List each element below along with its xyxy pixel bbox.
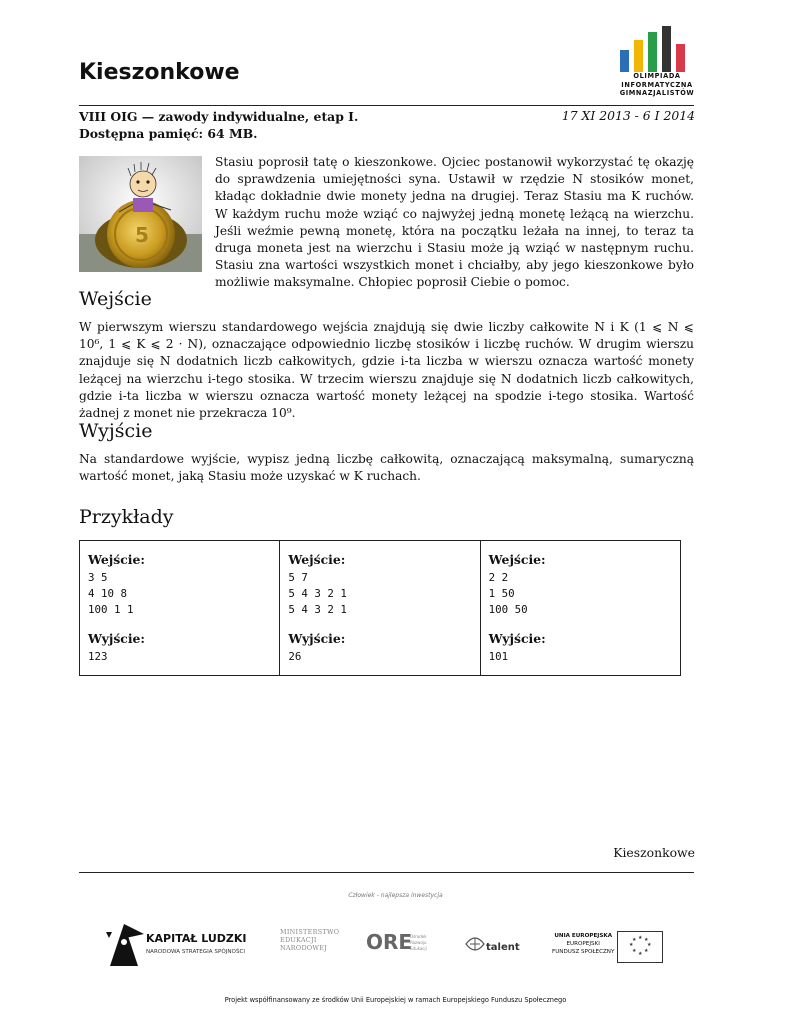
contest-dates: 17 XI 2013 - 6 I 2014 <box>561 108 695 123</box>
memory-limit: Dostępna pamięć: 64 MB. <box>79 126 258 141</box>
example-input-label: Wejście: <box>88 552 145 567</box>
contest-name: VIII OIG — zawody indywidualne, etap I. <box>79 109 359 124</box>
ore-subtitle <box>410 934 427 952</box>
svg-text:★: ★ <box>632 948 637 954</box>
funding-note: Projekt współfinansowany ze środków Unii Europejskiej w ramach Europejskiego Funduszu Społecznego <box>224 996 567 1004</box>
ore-sub-line-3: Edukacji <box>410 946 427 951</box>
eu-sub-line-2: FUNDUSZ SPOŁECZNY <box>552 949 615 955</box>
boy-with-coin-illustration <box>79 156 202 272</box>
example-output: 26 <box>288 650 302 663</box>
olympiad-logo <box>612 26 702 104</box>
kapital-ludzki-subtitle: NARODOWA STRATEGIA SPÓJNOŚCI <box>146 949 246 955</box>
example-input: 2 2 1 50 100 50 <box>488 571 528 616</box>
example-3 <box>481 541 680 675</box>
example-output: 101 <box>488 650 509 663</box>
input-description: W pierwszym wierszu standardowego wejścia znajdują się dwie liczby całkowite N i K (1 ⩽ N ⩽ 10⁶, 1 ⩽ K ⩽ 2 · N), oznaczające odpowiednio liczbę stosików i liczbę ruchów. W drugim wierszu znajduje się N dodatnich liczb całkowitych, gdzie i-ta liczba w wierszu oznacza wartość monety leżącej na wierzchu i-tego stosika. W trzecim wierszu znajduje się N dodatnich liczb całkowitych, gdzie i-ta liczba w wierszu oznacza wartość monety leżącej na spodzie i-tego stosika. Wartość żadnej z monet nie przekracza 10⁹. <box>79 320 694 421</box>
footer-page-name: Kieszonkowe <box>613 845 695 860</box>
footer-rule <box>79 872 694 873</box>
svg-text:★: ★ <box>638 935 643 941</box>
input-heading: Wejście <box>79 288 152 310</box>
page-title: Kieszonkowe <box>79 60 240 85</box>
illustration-image <box>79 156 202 272</box>
ore-text: ORE <box>366 930 413 954</box>
eu-label <box>552 932 614 956</box>
svg-text:5: 5 <box>135 223 149 247</box>
header-rule <box>79 105 694 106</box>
svg-text:★: ★ <box>647 942 652 948</box>
ministry-line-1: MINISTERSTWO <box>280 928 340 936</box>
kapital-ludzki-logo <box>100 920 250 966</box>
example-output: 123 <box>88 650 108 663</box>
contest-info <box>79 108 358 142</box>
example-output-label: Wyjście: <box>288 631 346 646</box>
svg-text:★: ★ <box>632 937 637 943</box>
logo-line-1: OLIMPIADA <box>633 72 681 80</box>
ministry-line-3: NARODOWEJ <box>280 944 328 952</box>
ore-sub-line-1: Ośrodek <box>410 934 427 939</box>
svg-text:★: ★ <box>629 942 634 948</box>
footer-motto: Człowiek - najlepsza inwestycja <box>348 892 443 899</box>
output-heading: Wyjście <box>79 420 153 442</box>
eu-flag-icon <box>617 931 663 963</box>
ore-sub-line-2: Rozwoju <box>410 940 427 945</box>
kapital-ludzki-icon <box>104 920 144 966</box>
examples-table <box>79 540 681 676</box>
eu-stars-icon <box>618 932 662 962</box>
ministry-line-2: EDUKACJI <box>280 936 317 944</box>
logo-line-3: GIMNAZJALISTÓW <box>619 89 695 98</box>
examples-heading: Przykłady <box>79 506 174 528</box>
kapital-ludzki-text: KAPITAŁ LUDZKI <box>146 932 247 945</box>
example-1 <box>80 541 280 675</box>
svg-text:★: ★ <box>644 937 649 943</box>
logo-bars-icon <box>620 26 690 72</box>
ore-logo <box>366 930 438 958</box>
example-input: 5 7 5 4 3 2 1 5 4 3 2 1 <box>288 571 347 616</box>
logo-line-2: INFORMATYCZNA <box>621 80 693 89</box>
example-output-label: Wyjście: <box>488 631 546 646</box>
example-input: 3 5 4 10 8 100 1 1 <box>88 571 134 616</box>
talent-text: talent <box>486 942 520 953</box>
intro-text: Stasiu poprosił tatę o kieszonkowe. Ojciec postanowił wykorzystać tę okazję do sprawdzenia umiejętności syna. Ustawił w rzędzie N stosików monet, kładąc dokładnie dwie monety jedna na drugiej. Teraz Stasiu ma K ruchów. W każdym ruchu może wziąć co najwyżej jedną monetę leżącą na wierzchu. Jeśli weźmie pewną monetę, która na początku leżała na innej, to teraz ta druga moneta jest na wierzchu i Stasiu może ją wziąć w następnym ruchu. Stasiu zna wartości wszystkich monet i chciałby, aby jego kieszonkowe było możliwie maksymalne. Chłopiec poprosił Ciebie o pomoc. <box>215 155 694 290</box>
svg-text:★: ★ <box>638 951 643 957</box>
example-input-label: Wejście: <box>488 552 546 567</box>
logo-text <box>612 72 702 98</box>
example-output-label: Wyjście: <box>88 631 146 646</box>
example-input-label: Wejście: <box>288 552 346 567</box>
output-description: Na standardowe wyjście, wypisz jedną liczbę całkowitą, oznaczającą maksymalną, sumaryczną wartość monet, jaką Stasiu może uzyskać w K ruchach. <box>79 452 694 484</box>
eu-sub-line-1: EUROPEJSKI <box>566 941 600 947</box>
talent-logo <box>464 932 528 958</box>
example-2 <box>280 541 480 675</box>
ministry-logo <box>280 928 339 952</box>
sponsor-logos <box>100 916 680 970</box>
eu-title: UNIA EUROPEJSKA <box>554 933 613 939</box>
talent-icon <box>464 934 486 954</box>
svg-text:★: ★ <box>644 948 649 954</box>
